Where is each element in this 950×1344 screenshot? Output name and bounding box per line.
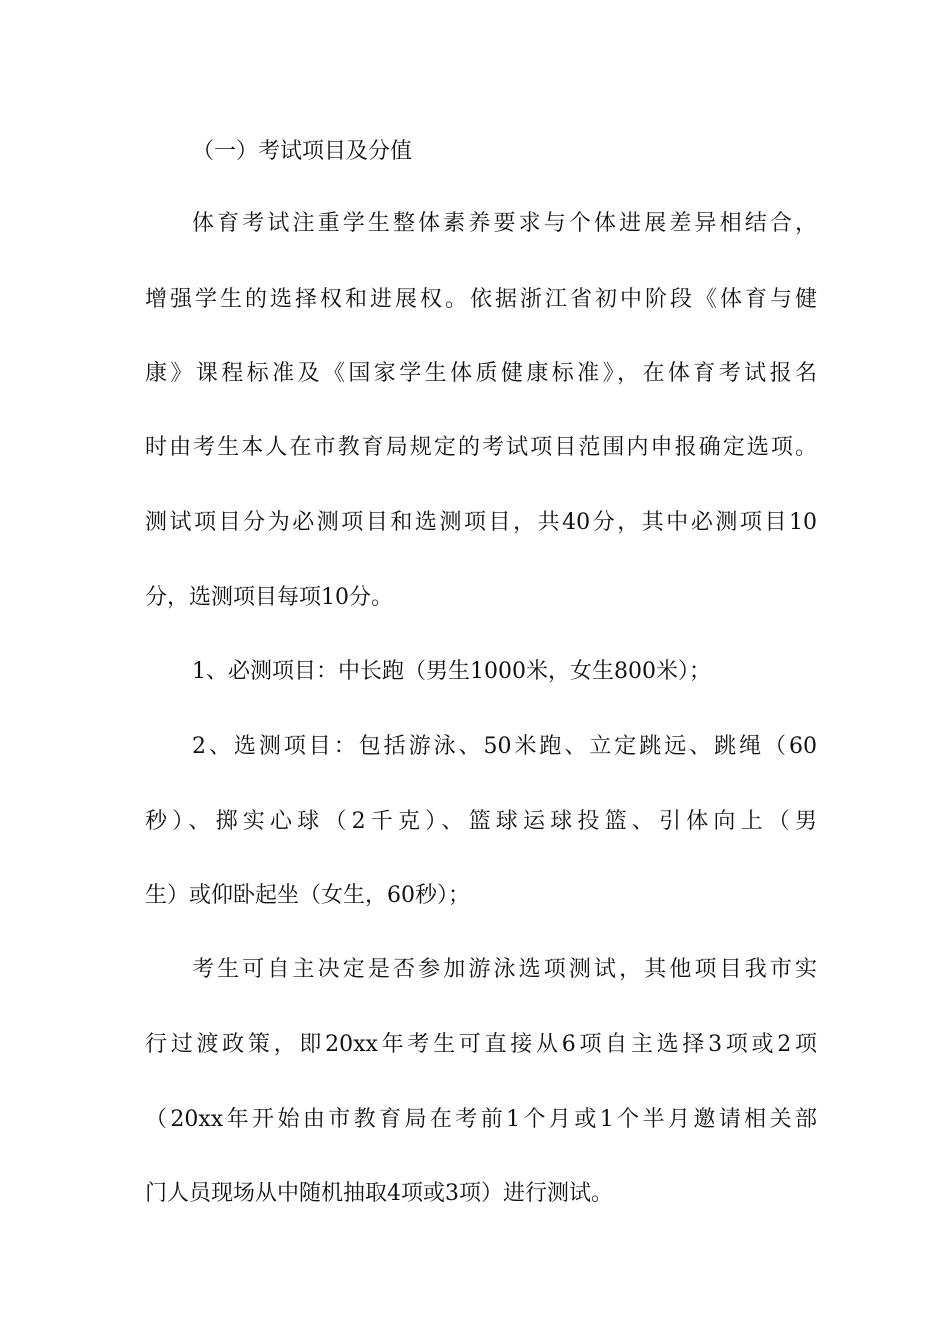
- paragraph-line-1: 体育考试注重学生整体素养要求与个体进展差异相结合，: [192, 211, 817, 236]
- paragraph-line-3: 康》课程标准及《国家学生体质健康标准》，在体育考试报名: [145, 361, 817, 386]
- paragraph-line-5: 测试项目分为必测项目和选测项目，共40分，其中必测项目10: [145, 510, 817, 535]
- optional-item-line-3: 生）或仰卧起坐（女生，60秒）；: [145, 883, 470, 908]
- section-heading: （一）考试项目及分值: [192, 139, 413, 164]
- paragraph-line-2: 增强学生的选择权和进展权。依据浙江省初中阶段《体育与健: [145, 287, 817, 312]
- required-item-line: 1、必测项目：中长跑（男生1000米，女生800米）；: [192, 659, 711, 684]
- paragraph-line-6: 分，选测项目每项10分。: [145, 585, 393, 610]
- policy-line-1: 考生可自主决定是否参加游泳选项测试，其他项目我市实: [192, 957, 817, 982]
- paragraph-line-4: 时由考生本人在市教育局规定的考试项目范围内申报确定选项。: [145, 435, 817, 460]
- policy-line-3: （20xx年开始由市教育局在考前1个月或1个半月邀请相关部: [145, 1107, 817, 1132]
- optional-item-line-2: 秒）、掷实心球（2千克）、篮球运球投篮、引体向上（男: [145, 809, 817, 834]
- policy-line-4: 门人员现场从中随机抽取4项或3项）进行测试。: [145, 1181, 613, 1206]
- policy-line-2: 行过渡政策，即20xx年考生可直接从6项自主选择3项或2项: [145, 1032, 817, 1057]
- optional-item-line-1: 2、选测项目：包括游泳、50米跑、立定跳远、跳绳（60: [192, 734, 817, 759]
